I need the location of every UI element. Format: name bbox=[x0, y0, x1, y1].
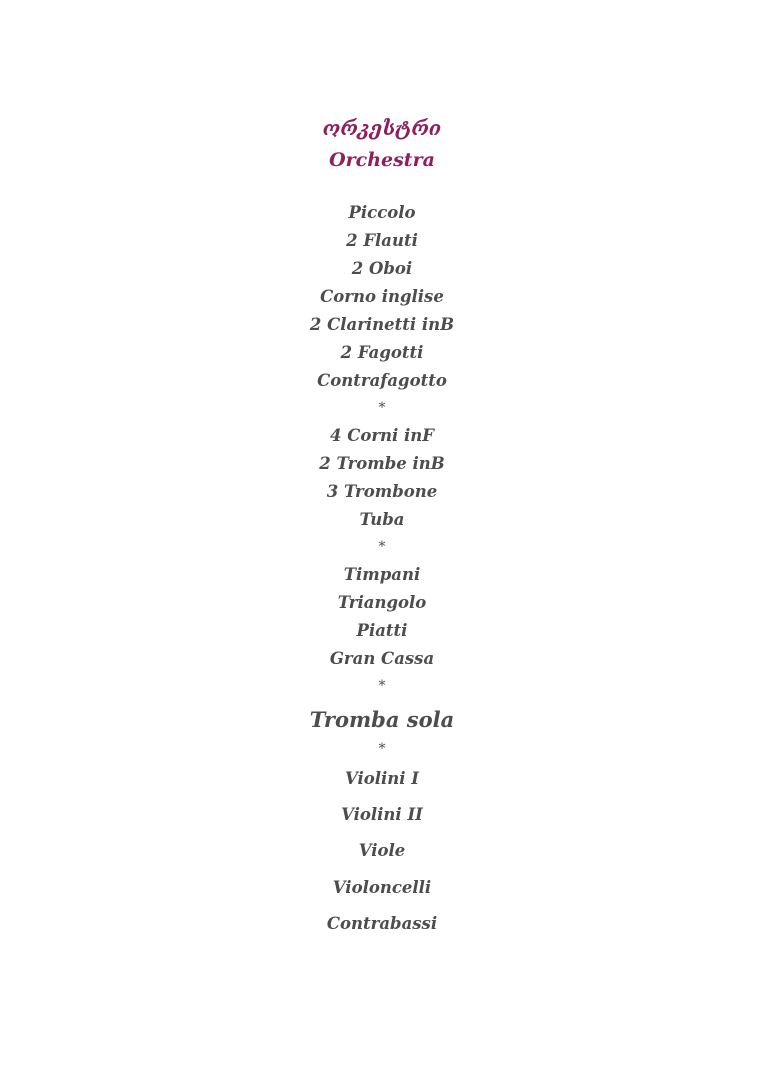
instrument-corni: 4 Corni inF bbox=[329, 426, 435, 445]
instrument-oboi: 2 Oboi bbox=[351, 259, 413, 278]
title-georgian: ორკესტრი bbox=[322, 116, 442, 140]
instrument-violoncelli: Violoncelli bbox=[332, 878, 432, 897]
instrument-trombe: 2 Trombe inB bbox=[319, 454, 445, 473]
instrument-trombone: 3 Trombone bbox=[326, 482, 438, 501]
section-separator: * bbox=[378, 539, 386, 555]
section-separator: * bbox=[378, 741, 386, 757]
instrument-violini-ii: Violini II bbox=[341, 805, 423, 824]
title-english: Orchestra bbox=[329, 149, 435, 171]
instrument-tuba: Tuba bbox=[359, 510, 405, 529]
instrument-clarinetti: 2 Clarinetti inB bbox=[309, 315, 455, 334]
section-separator: * bbox=[378, 678, 386, 694]
instrument-triangolo: Triangolo bbox=[337, 593, 427, 612]
instrument-contrafagotto: Contrafagotto bbox=[317, 371, 447, 390]
instrument-contrabassi: Contrabassi bbox=[326, 914, 438, 933]
instrument-timpani: Timpani bbox=[343, 565, 421, 584]
instrument-fagotti: 2 Fagotti bbox=[340, 343, 424, 362]
instrument-piatti: Piatti bbox=[356, 621, 408, 640]
instrument-flauti: 2 Flauti bbox=[346, 231, 418, 250]
instrument-corno-inglise: Corno inglise bbox=[320, 287, 444, 306]
section-separator: * bbox=[378, 400, 386, 416]
instrument-piccolo: Piccolo bbox=[348, 203, 416, 222]
instrument-viole: Viole bbox=[358, 841, 406, 860]
soloist-tromba-sola: Tromba sola bbox=[309, 707, 455, 732]
instrument-violini-i: Violini I bbox=[344, 769, 420, 788]
instrument-gran-cassa: Gran Cassa bbox=[329, 649, 435, 668]
